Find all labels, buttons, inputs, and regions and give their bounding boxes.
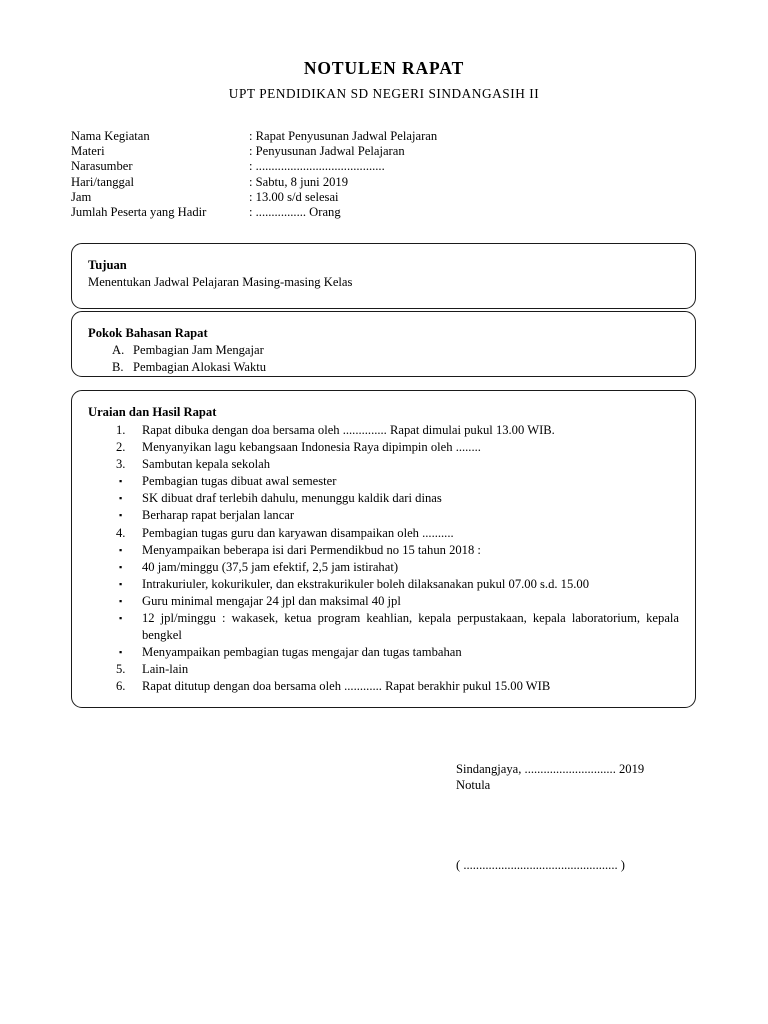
list-item xyxy=(88,525,679,542)
list-marker: A. xyxy=(112,343,125,357)
metadata-row xyxy=(71,159,691,174)
list-item-text: 40 jam/minggu (37,5 jam efektif, 2,5 jam istirahat) xyxy=(142,559,399,574)
metadata-row xyxy=(71,144,691,159)
bullet-icon: ▪ xyxy=(119,476,123,487)
list-item xyxy=(88,473,679,490)
pokok-bahasan-box xyxy=(71,311,696,377)
bullet-icon: ▪ xyxy=(119,595,123,606)
signature-block xyxy=(456,761,716,873)
metadata-value: : ................ Orang xyxy=(249,205,341,220)
list-item-text: Berharap rapat berjalan lancar xyxy=(142,508,295,523)
list-marker: 1. xyxy=(116,423,126,437)
uraian-heading: Uraian dan Hasil Rapat xyxy=(88,405,217,419)
list-item-text: Intrakuriuler, kokurikuler, dan ekstrakurikuler boleh dilaksanakan pukul 07.00 s.d. 15.00 xyxy=(142,576,590,591)
list-item xyxy=(88,507,679,524)
list-item xyxy=(88,678,679,695)
metadata-value: : Sabtu, 8 juni 2019 xyxy=(249,174,349,189)
signature-role: Notula xyxy=(456,778,491,792)
list-item-text: Rapat dibuka dengan doa bersama oleh .............. Rapat dimulai pukul 13.00 WIB. xyxy=(142,423,555,437)
document-header xyxy=(0,58,768,102)
list-marker: B. xyxy=(112,359,124,374)
tujuan-box xyxy=(71,243,696,309)
list-marker: 5. xyxy=(116,662,126,677)
metadata-row xyxy=(71,129,691,144)
list-item xyxy=(88,422,679,439)
bullet-icon: ▪ xyxy=(119,578,123,589)
metadata-label: Hari/tanggal xyxy=(71,174,134,189)
page-title: NOTULEN RAPAT xyxy=(303,58,465,78)
list-item-text: Menyampaikan pembagian tugas mengajar dan tugas tambahan xyxy=(142,645,462,660)
metadata-label: Narasumber xyxy=(71,159,133,174)
list-marker: 2. xyxy=(116,440,126,455)
bullet-icon: ▪ xyxy=(119,544,123,555)
metadata-row xyxy=(71,205,691,220)
list-item-text: Rapat ditutup dengan doa bersama oleh ............ Rapat berakhir pukul 15.00 WIB xyxy=(142,679,551,694)
metadata-value: : 13.00 s/d selesai xyxy=(249,189,339,204)
page-subtitle: UPT PENDIDIKAN SD NEGERI SINDANGASIH II xyxy=(228,85,540,101)
uraian-hasil-box xyxy=(71,390,696,708)
list-item-text: Pembagian tugas dibuat awal semester xyxy=(142,474,337,489)
list-item-text: Lain-lain xyxy=(142,662,189,677)
list-item xyxy=(88,610,679,644)
list-item-text: Guru minimal mengajar 24 jpl dan maksimal 40 jpl xyxy=(142,593,401,608)
metadata-row xyxy=(71,190,691,205)
bullet-icon: ▪ xyxy=(119,493,123,504)
bullet-icon: ▪ xyxy=(119,613,123,624)
list-item xyxy=(88,559,679,576)
metadata-value: : ......................................... xyxy=(249,159,385,174)
list-marker: 4. xyxy=(116,525,126,540)
list-marker: 3. xyxy=(116,457,126,472)
metadata-label: Jumlah Peserta yang Hadir xyxy=(71,205,207,220)
list-item xyxy=(88,542,679,559)
list-item xyxy=(88,576,679,593)
list-item xyxy=(88,342,679,359)
metadata-label: Materi xyxy=(71,144,105,159)
metadata-label: Jam xyxy=(71,189,92,204)
list-item xyxy=(88,439,679,456)
list-item xyxy=(88,359,679,376)
list-item xyxy=(88,456,679,473)
bullet-icon: ▪ xyxy=(119,647,123,658)
metadata-value: : Rapat Penyusunan Jadwal Pelajaran xyxy=(249,129,438,143)
list-item-text: Pembagian Alokasi Waktu xyxy=(133,359,267,374)
metadata-row xyxy=(71,175,691,190)
list-item-text: Pembagian tugas guru dan karyawan disampaikan oleh .......... xyxy=(142,525,454,540)
meeting-metadata xyxy=(71,129,691,220)
metadata-value: : Penyusunan Jadwal Pelajaran xyxy=(249,144,405,159)
bullet-icon: ▪ xyxy=(119,510,123,521)
list-item-text: 12 jpl/minggu : wakasek, ketua program keahlian, kepala perpustakaan, kepala laboratorium, kepala bengkel xyxy=(142,611,679,643)
metadata-label: Nama Kegiatan xyxy=(71,129,150,143)
pokok-bahasan-heading: Pokok Bahasan Rapat xyxy=(88,326,208,340)
list-item xyxy=(88,593,679,610)
bullet-icon: ▪ xyxy=(119,561,123,572)
list-item-text: Menyanyikan lagu kebangsaan Indonesia Raya dipimpin oleh ........ xyxy=(142,440,481,455)
list-item-text: Pembagian Jam Mengajar xyxy=(133,343,264,357)
list-item-text: Sambutan kepala sekolah xyxy=(142,457,270,472)
list-item xyxy=(88,661,679,678)
list-item xyxy=(88,644,679,661)
list-marker: 6. xyxy=(116,679,126,694)
list-item xyxy=(88,490,679,507)
tujuan-text: Menentukan Jadwal Pelajaran Masing-masing Kelas xyxy=(88,275,353,289)
list-item-text: SK dibuat draf terlebih dahulu, menunggu kaldik dari dinas xyxy=(142,491,442,506)
signature-place-date: Sindangjaya, ............................. 2019 xyxy=(456,762,645,776)
signature-name-line: ( ................................................. ) xyxy=(456,858,625,872)
pokok-bahasan-list xyxy=(88,342,679,375)
list-item-text: Menyampaikan beberapa isi dari Permendikbud no 15 tahun 2018 : xyxy=(142,542,481,557)
uraian-list xyxy=(88,422,679,696)
tujuan-heading: Tujuan xyxy=(88,258,127,272)
